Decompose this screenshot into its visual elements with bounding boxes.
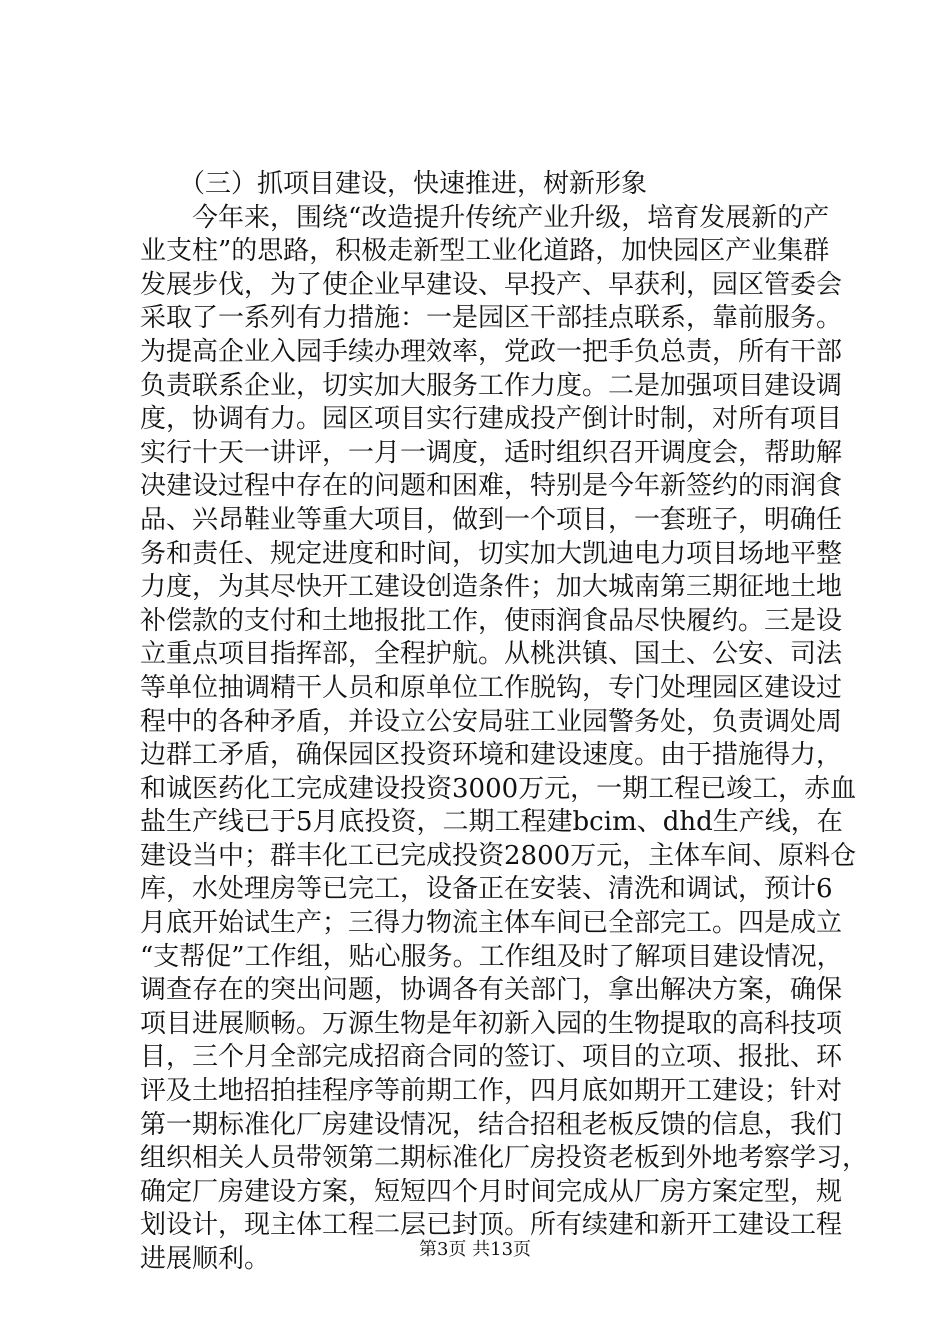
- text-line: 发展步伐，为了使企业早建设、早投产、早获利，园区管委会: [140, 269, 843, 300]
- text-line: 补偿款的支付和土地报批工作，使雨润食品尽快履约。三是设: [140, 605, 843, 636]
- text-line: “支帮促”工作组，贴心服务。工作组及时了解项目建设情况，: [140, 941, 843, 972]
- text-line: 库，水处理房等已完工，设备正在安装、清洗和调试，预计6: [140, 874, 833, 905]
- page-number: 第3页 共13页: [418, 1239, 532, 1260]
- text-line: 负责联系企业，切实加大服务工作力度。二是加强项目建设调: [140, 370, 843, 401]
- text-line: 决建设过程中存在的问题和困难，特别是今年新签约的雨润食: [140, 471, 843, 502]
- text-line: （三）抓项目建设，快速推进，树新形象: [140, 169, 648, 199]
- text-line: 调查存在的突出问题，协调各有关部门，拿出解决方案，确保: [140, 975, 843, 1006]
- text-line: 进展顺利。: [140, 1244, 271, 1274]
- text-line: 程中的各种矛盾，并设立公安局驻工业园警务处，负责调处周: [140, 706, 843, 737]
- text-line: 务和责任、规定进度和时间，切实加大凯迪电力项目场地平整: [140, 538, 843, 569]
- text-line: 组织相关人员带领第二期标准化厂房投资老板到外地考察学习，: [140, 1143, 869, 1174]
- text-line: 和诚医药化工完成建设投资3000万元，一期工程已竣工，赤血: [140, 773, 857, 804]
- text-line: 力度，为其尽快开工建设创造条件；加大城南第三期征地土地: [140, 572, 843, 603]
- text-line: 第一期标准化厂房建设情况，结合招租老板反馈的信息，我们: [140, 1109, 843, 1140]
- text-line: 划设计，现主体工程二层已封顶。所有续建和新开工建设工程: [140, 1210, 843, 1241]
- text-line: 月底开始试生产；三得力物流主体车间已全部完工。四是成立: [140, 908, 843, 939]
- text-line: 项目进展顺畅。万源生物是年初新入园的生物提取的高科技项: [140, 1008, 843, 1039]
- text-line: 建设当中；群丰化工已完成投资2800万元，主体车间、原料仓: [140, 840, 857, 871]
- text-line: 业支柱”的思路，积极走新型工业化道路，加快园区产业集群: [140, 236, 830, 267]
- text-line: 立重点项目指挥部，全程护航。从桃洪镇、国土、公安、司法: [140, 639, 843, 670]
- text-line: 品、兴昂鞋业等重大项目，做到一个项目，一套班子，明确任: [140, 504, 843, 535]
- text-line: 确定厂房建设方案，短短四个月时间完成从厂房方案定型，规: [140, 1176, 843, 1207]
- text-line: 实行十天一讲评，一月一调度，适时组织召开调度会，帮助解: [140, 437, 843, 468]
- text-line: 为提高企业入园手续办理效率，党政一把手负总责，所有干部: [140, 336, 843, 367]
- body-text: [140, 168, 869, 1277]
- text-line: 目，三个月全部完成招商合同的签订、项目的立项、报批、环: [140, 1042, 843, 1073]
- text-line: 盐生产线已于5月底投资，二期工程建bcim、dhd生产线，在: [140, 807, 843, 838]
- text-line: 采取了一系列有力措施：一是园区干部挂点联系，靠前服务。: [140, 303, 843, 334]
- text-line: 评及土地招拍挂程序等前期工作，四月底如期开工建设；针对: [140, 1076, 843, 1107]
- text-line: 度，协调有力。园区项目实行建成投产倒计时制，对所有项目: [140, 404, 843, 435]
- text-line: 边群工矛盾，确保园区投资环境和建设速度。由于措施得力，: [140, 740, 843, 771]
- text-line: 等单位抽调精干人员和原单位工作脱钩，专门处理园区建设过: [140, 672, 843, 703]
- text-line: 今年来，围绕“改造提升传统产业升级，培育发展新的产: [140, 202, 830, 233]
